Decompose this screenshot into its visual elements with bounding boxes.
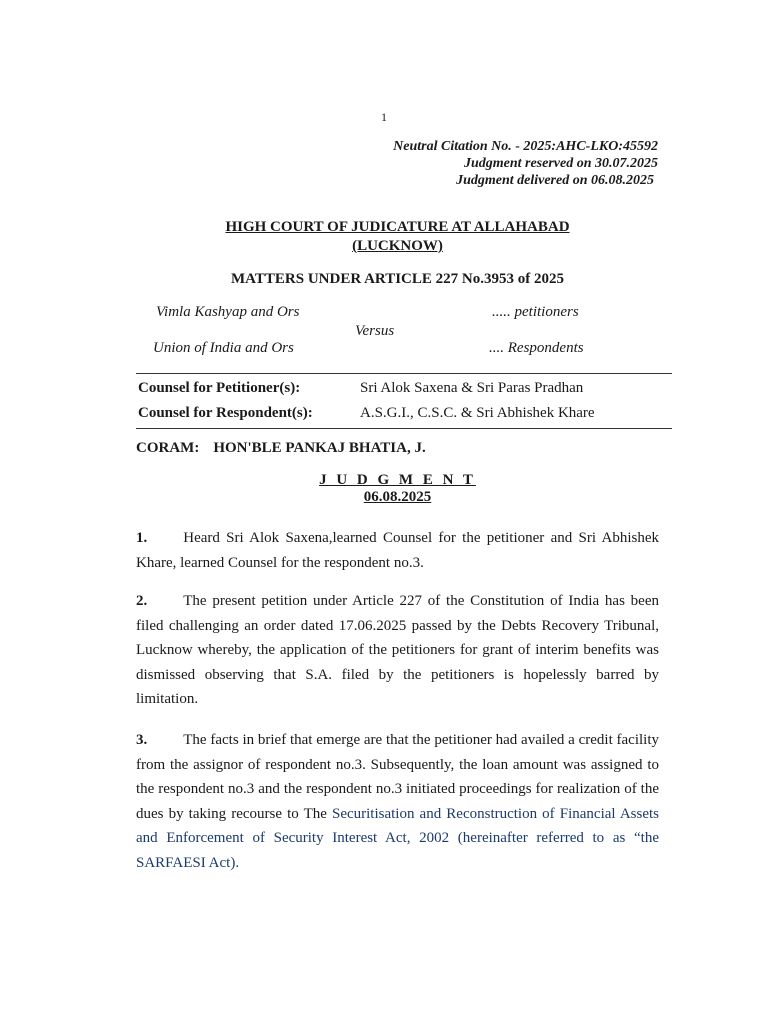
judgment-date: 06.08.2025 bbox=[363, 489, 432, 505]
versus-label: Versus bbox=[355, 323, 395, 339]
respondent-role: .... Respondents bbox=[489, 340, 584, 356]
counsel-table bbox=[136, 373, 672, 429]
paragraph-number: 2 bbox=[136, 593, 144, 609]
neutral-citation: Neutral Citation No. - 2025:AHC-LKO:45592 bbox=[393, 139, 658, 154]
court-name: HIGH COURT OF JUDICATURE AT ALLAHABAD bbox=[225, 219, 570, 235]
coram-label: CORAM: bbox=[136, 440, 200, 456]
paragraph-text: The present petition under Article 227 of the Constitution of India has been filed challenging an order dated 17.06.2025 passed by the Debts Recovery Tribunal, Lucknow whereby, the application of the petitioners for grant of interim benefits was dismissed observing that S.A. filed by the petitioners is hopelessly barred by limitation. bbox=[136, 593, 659, 708]
paragraph-number: 1 bbox=[136, 530, 144, 546]
matter-title: MATTERS UNDER ARTICLE 227 No.3953 of 2025 bbox=[231, 271, 564, 287]
coram-judge: HON'BLE PANKAJ BHATIA, J. bbox=[213, 440, 426, 456]
court-bench: (LUCKNOW) bbox=[352, 238, 443, 254]
counsel-row-petitioner bbox=[136, 376, 672, 401]
paragraph-text: Heard Sri Alok Saxena,learned Counsel for the petitioner and Sri Abhishek Khare, learned Counsel for the respondent no.3. bbox=[136, 530, 659, 571]
paragraph-number: 3 bbox=[136, 732, 144, 748]
paragraph-text-highlighted: Securitisation and Reconstruction of Financial Assets and Enforcement of Security Interest Act, 2002 (hereinafter referred to as “the SARFAESI Act). bbox=[136, 805, 659, 871]
coram bbox=[136, 440, 426, 457]
petitioner-role: ..... petitioners bbox=[492, 304, 579, 320]
petitioner-name: Vimla Kashyap and Ors bbox=[156, 304, 300, 320]
paragraph-3: 3. The facts in brief that emerge are that the petitioner had availed a credit facility from the assignor of respondent no.3. Subsequently, the loan amount was assigned to the respondent no.3 and the respondent no.3 initiated proceedings for realization of the dues by taking recourse to The Securitisation and Reconstruction of Financial Assets and Enforcement of Security Interest Act, 2002 (hereinafter referred to as “the SARFAESI Act). bbox=[136, 732, 659, 871]
counsel-petitioner-label: Counsel for Petitioner(s): bbox=[138, 380, 301, 396]
counsel-respondent-label: Counsel for Respondent(s): bbox=[138, 405, 313, 421]
page-number: 1 bbox=[381, 110, 387, 124]
counsel-row-respondent bbox=[136, 401, 672, 426]
judgment-reserved-date: Judgment reserved on 30.07.2025 bbox=[463, 156, 658, 171]
paragraph-text: The facts in brief that emerge are that the petitioner had availed a credit facility from the assignor of respondent no.3. Subsequently, the loan amount was assigned to the respondent no.3 and the respondent no.3 initiated proceedings for realization of the dues by taking recourse to The bbox=[136, 732, 659, 822]
judgment-delivered-date: Judgment delivered on 06.08.2025 bbox=[456, 173, 654, 188]
counsel-petitioner-value: Sri Alok Saxena & Sri Paras Pradhan bbox=[360, 380, 584, 396]
judgment-heading bbox=[0, 472, 768, 506]
counsel-respondent-value: A.S.G.I., C.S.C. & Sri Abhishek Khare bbox=[360, 405, 595, 421]
judgment-title: J U D G M E N T bbox=[319, 472, 476, 488]
court-title bbox=[0, 218, 768, 256]
paragraph-1: 1. Heard Sri Alok Saxena,learned Counsel for the petitioner and Sri Abhishek Khare, learned Counsel for the respondent no.3. bbox=[136, 530, 659, 571]
citation-block bbox=[393, 138, 658, 189]
respondent-name: Union of India and Ors bbox=[153, 340, 294, 356]
paragraph-2: 2. The present petition under Article 227 of the Constitution of India has been filed challenging an order dated 17.06.2025 passed by the Debts Recovery Tribunal, Lucknow whereby, the application of the petitioners for grant of interim benefits was dismissed observing that S.A. filed by the petitioners is hopelessly barred by limitation. bbox=[136, 593, 659, 708]
